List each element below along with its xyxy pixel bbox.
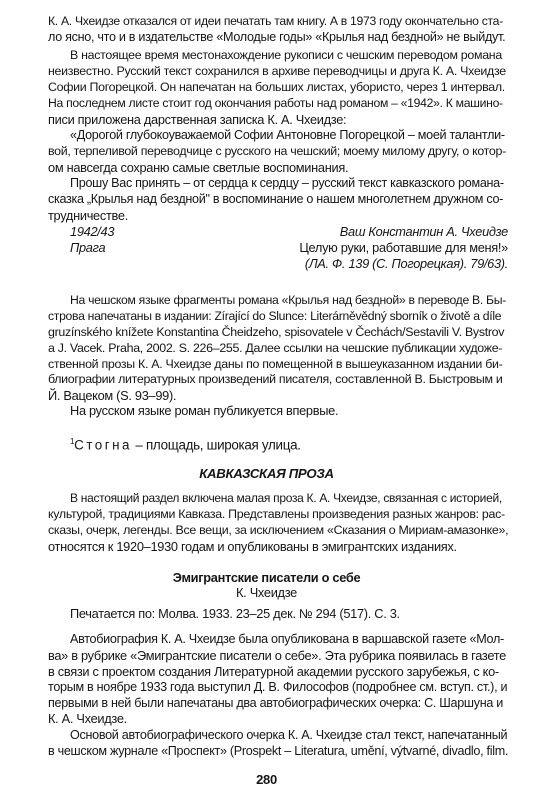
text-line: сказка „Крылья над бездной" в воспоминание о нашем многолетнем дружном со- — [48, 191, 504, 206]
text-line: Печатается по: Молва. 1933. 23–25 дек. № 294 (517). С. 3. — [70, 606, 400, 621]
text-line: В настоящий раздел включена малая проза К. А. Чхеидзе, связанная с историей, — [70, 491, 502, 505]
paragraph-section-intro — [48, 491, 508, 555]
footnote-line — [48, 434, 508, 453]
subsection-title: Эмигрантские писатели о себе — [172, 570, 361, 585]
text-line: неизвестно. Русский текст сохранился в архиве переводчицы и друга К. А. Чхеидзе — [48, 63, 506, 78]
paragraph-prospekt — [48, 728, 508, 760]
text-line: торым в ноябре 1933 года выступил Д. В. Философов (подробнее см. вступ. ст.), и — [48, 679, 508, 694]
text-line: Софии Погорецкой. Он напечатан на больших листах, убористо, через 1 интервал. — [48, 79, 505, 94]
signature-name: Ваш Константин А. Чхеидзе — [339, 224, 508, 239]
text-line: сказы, очерк, легенды. Все вещи, за исключением «Сказания о Мириам-амазонке», — [48, 522, 509, 537]
source-note — [48, 606, 508, 622]
text-line: строва напечатаны в издании: Zírající do Slunce: Literárněvědný sborník o životě a díle — [48, 308, 502, 323]
paragraph-dedication — [48, 128, 508, 176]
signature-closing: Целую руки, работавшие для меня!» — [299, 240, 508, 255]
text-line: К. А. Чхеидзе. — [48, 711, 127, 727]
text-line: культурой, традициями Кавказа. Представлены произведения разных жанров: рас- — [48, 506, 505, 521]
paragraph-first-publication — [48, 403, 508, 419]
footnote-term: Стогна — [74, 437, 132, 453]
text-line: На русском языке роман публикуется впервые. — [70, 403, 339, 418]
text-line: ва» в рубрике «Эмигрантские писатели о себе». Эта рубрика появилась в газете — [48, 647, 506, 663]
text-line: «Дорогой глубокоуважаемой Софии Антоновне Погорецкой – моей талантли- — [70, 128, 505, 142]
text-line: На последнем листе стоит год окончания работы над романом – «1942». К машино- — [48, 95, 503, 110]
signature-city: Прага — [70, 240, 106, 255]
text-line: ом навсегда сохраню самые светлые воспоминания. — [48, 159, 349, 175]
signature-row-3 — [48, 256, 508, 272]
text-line: Прошу Вас принять – от сердца к сердцу – русский текст кавказского романа- — [70, 176, 504, 190]
signature-row-1 — [48, 224, 508, 240]
text-line: gruzínského knížete Konstantina Čheidzeho, spisovatele v Čechách/Sestavili V. Bystrov — [48, 324, 505, 339]
text-line: в связи с проектом создания Литературной академии русского зарубежья, с ко- — [48, 663, 499, 679]
text-line: ственной прозы К. А. Чхеидзе даны по помещенной в вышеуказанном издании би- — [48, 356, 503, 371]
text-line: первыми в ней были напечатаны два автобиографических очерка: С. Шаршуна и — [48, 695, 504, 710]
text-line: блиографии литературных произведений писателя, составленной В. Быстровым и — [48, 372, 503, 387]
paragraph-manuscript — [48, 48, 508, 127]
footnote — [48, 434, 508, 453]
paragraph-czech-publication — [48, 293, 508, 404]
section-title: КАВКАЗСКАЯ ПРОЗА — [199, 466, 334, 481]
text-line: В настоящее время местонахождение рукописи с чешским переводом романа — [70, 48, 502, 62]
signature-row-2 — [48, 240, 508, 256]
text-line: Автобиография К. А. Чхеидзе была опубликована в варшавской газете «Мол- — [70, 632, 504, 646]
text-line: трудничестве. — [48, 207, 128, 223]
text-line: относятся к 1920–1930 годам и опубликованы в эмигрантских изданиях. — [48, 538, 457, 554]
paragraph-autobiography — [48, 632, 508, 727]
page-number: 280 — [256, 772, 277, 787]
subsection-author: К. Чхеидзе — [236, 585, 297, 600]
signature-date: 1942/43 — [70, 224, 115, 239]
text-line: На чешском языке фрагменты романа «Крылья над бездной» в переводе В. Бы- — [70, 293, 506, 307]
text-line: в чешском журнале «Проспект» (Prospekt – Literatura, umění, výtvarné, divadlo, film. — [48, 743, 509, 758]
footnote-definition: – площадь, широкая улица. — [131, 437, 301, 453]
text-line: К. А. Чхеидзе отказался от идеи печатать там книгу. А в 1973 году окончательно ста- — [48, 14, 503, 28]
text-line: писи приложена дарственная записка К. А. Чхеидзе: — [48, 111, 347, 127]
text-line: Й. Вацеком (S. 93–99). — [48, 388, 177, 404]
paragraph-intro — [48, 14, 508, 46]
text-line: a J. Vacek. Praha, 2002. S. 226–255. Далее ссылки на чешские публикации художе- — [48, 340, 503, 355]
text-line: вой, терпеливой переводчице с русского на чешский; моему милому другу, о котор- — [48, 143, 506, 158]
text-line: Основой автобиографического очерка К. А. Чхеидзе стал текст, напечатанный — [70, 728, 508, 742]
text-line: ло ясно, что и в издательстве «Молодые годы» «Крылья над бездной» не выйдут. — [48, 29, 506, 44]
paragraph-request — [48, 176, 508, 224]
footnote-mark: 1 — [70, 437, 75, 446]
archive-reference: (ЛА. Ф. 139 (С. Погорецкая). 79/63). — [304, 256, 508, 271]
